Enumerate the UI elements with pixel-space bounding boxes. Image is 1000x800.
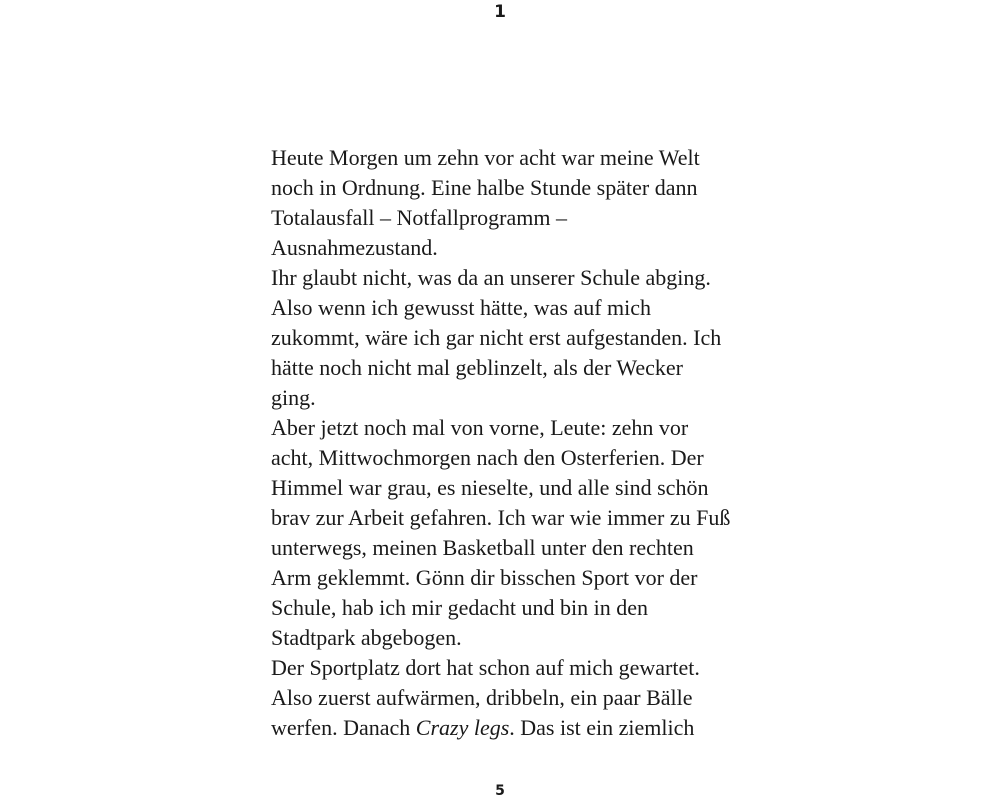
text-line: Also wenn ich gewusst hätte, was auf mich (271, 295, 652, 320)
text-line: Aber jetzt noch mal von vorne, Leute: zehn vor (271, 415, 689, 440)
text-line: unterwegs, meinen Basketball unter den rechten (271, 535, 694, 560)
chapter-number: 1 (494, 2, 506, 22)
text-line: brav zur Arbeit gefahren. Ich war wie immer zu Fuß (271, 505, 731, 530)
text-line: noch in Ordnung. Eine halbe Stunde später dann (271, 175, 698, 200)
text-line: Ausnahmezustand. (271, 235, 438, 260)
text-line: Schule, hab ich mir gedacht und bin in den (271, 595, 648, 620)
text-line-last-end: . Das ist ein ziemlich (509, 715, 695, 740)
text-line: zukommt, wäre ich gar nicht erst aufgestanden. Ich (271, 325, 722, 350)
text-line: ging. (271, 385, 316, 410)
page-number: 5 (495, 783, 505, 799)
text-line: Arm geklemmt. Gönn dir bisschen Sport vor der (271, 565, 698, 590)
text-line: Also zuerst aufwärmen, dribbeln, ein paar Bälle (271, 685, 693, 710)
text-line: hätte noch nicht mal geblinzelt, als der Wecker (271, 355, 683, 380)
text-line: Stadtpark abgebogen. (271, 625, 462, 650)
text-line: Totalausfall – Notfallprogramm – (271, 205, 567, 230)
italic-term: Crazy legs (415, 715, 510, 740)
text-line: acht, Mittwochmorgen nach den Osterferien. Der (271, 445, 704, 470)
body-text (271, 143, 741, 743)
text-line-last-start: werfen. Danach (271, 715, 416, 740)
text-line: Der Sportplatz dort hat schon auf mich gewartet. (271, 655, 700, 680)
text-line: Heute Morgen um zehn vor acht war meine Welt (271, 145, 700, 170)
text-line: Ihr glaubt nicht, was da an unserer Schule abging. (271, 265, 711, 290)
text-line: Himmel war grau, es nieselte, und alle sind schön (271, 475, 709, 500)
text-line-last (271, 713, 741, 743)
